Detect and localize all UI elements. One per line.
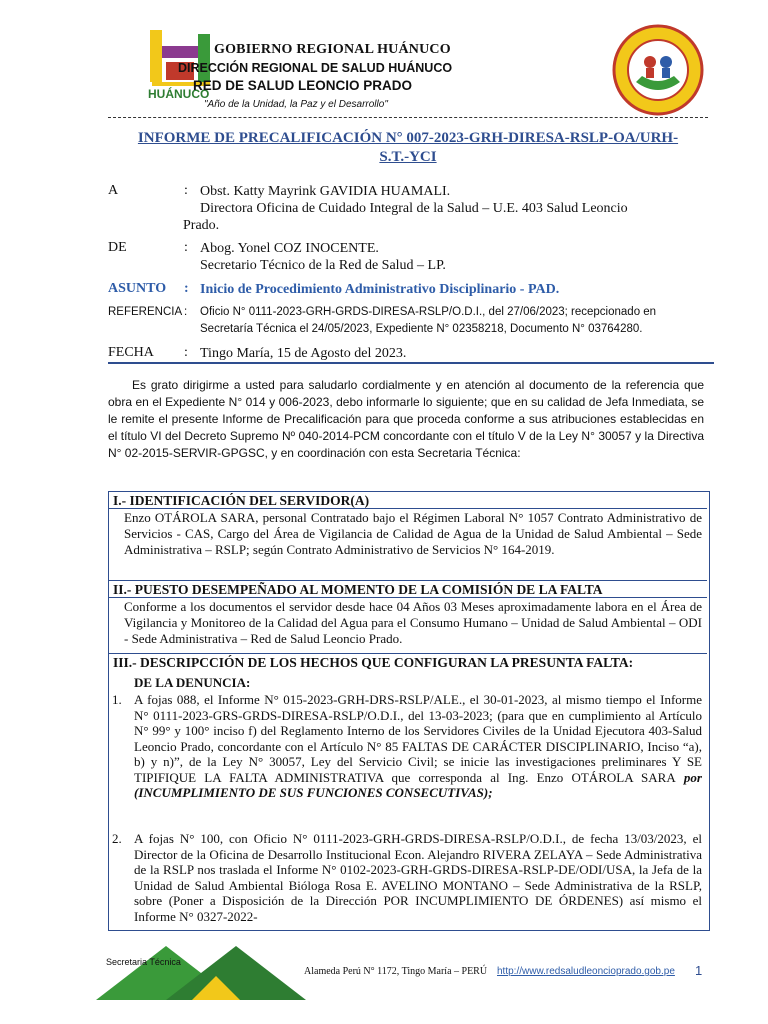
svg-text:HUÁNUCO: HUÁNUCO <box>148 87 210 101</box>
footer-decoration <box>96 940 306 1000</box>
header-government: GOBIERNO REGIONAL HUÁNUCO <box>214 42 451 57</box>
item-emphasis: por (INCUMPLIMIENTO DE SUS FUNCIONES CONSECUTIVAS); <box>134 769 702 800</box>
reference-line-1: Oficio N° 0111-2023-GRH-GRDS-DIRESA-RSLP/O.D.I., del 27/06/2023; recepcionado en <box>200 306 657 318</box>
title-line-2: S.T.-YCI <box>379 149 437 165</box>
to-position: Directora Oficina de Cuidado Integral de la Salud – U.E. 403 Salud Leoncio <box>200 201 628 216</box>
health-network-seal <box>612 24 704 116</box>
footer-address: Alameda Perú N° 1172, Tingo María – PERÚ <box>304 966 488 977</box>
footer-website-link[interactable]: http://www.redsaludleoncioprado.gob.pe <box>497 966 675 977</box>
reference-line-2: Secretaría Técnica el 24/05/2023, Expediente N° 02358218, Documento N° 03764280. <box>200 323 643 335</box>
to-name: Obst. Katty Mayrink GAVIDIA HUAMALI. <box>200 184 451 199</box>
date-value: Tingo María, 15 de Agosto del 2023. <box>200 346 407 361</box>
from-name: Abog. Yonel COZ INOCENTE. <box>200 241 379 256</box>
title-line-1: INFORME DE PRECALIFICACIÓN N° 007-2023-GRH-DIRESA-RSLP-OA/URH- <box>137 130 679 146</box>
item-number: 2. <box>112 831 122 846</box>
list-item <box>134 692 702 801</box>
header-motto: "Año de la Unidad, la Paz y el Desarrollo" <box>204 99 388 110</box>
item-number: 1. <box>112 692 122 707</box>
to-colon: : <box>184 183 188 198</box>
section-1-body: Enzo OTÁROLA SARA, personal Contratado bajo el Régimen Laboral N° 1057 Contrato Administrativo de Servicios - CAS, Cargo del Área de Vigilancia de Calidad de Agua de la Unidad de Salud Ambiental – Sede Administrativa – RSLP; según Contrato Administrativo de Servicios N° 164-2019. <box>124 510 702 557</box>
reference-colon: : <box>184 306 188 318</box>
footer-department: Secretaria Técnica <box>106 957 181 967</box>
to-position-cont: Prado. <box>183 218 220 233</box>
document-title <box>118 129 698 167</box>
header-direction: DIRECCIÓN REGIONAL DE SALUD HUÁNUCO <box>178 61 453 75</box>
page-number: 1 <box>695 963 703 978</box>
section-1-title: I.- IDENTIFICACIÓN DEL SERVIDOR(A) <box>109 492 707 509</box>
date-label: FECHA <box>108 345 154 360</box>
to-label: A <box>108 183 119 198</box>
intro-paragraph: Es grato dirigirme a usted para saludarlo cordialmente y en atención al documento de la referencia que obra en el Expediente N° 014 y 006-2023, debo informarle lo siguiente; que en su calidad de Jefa Inmediata, se le remite el presente Informe de Precalificación para que proceda conforme a sus atribuciones establecidas en el título VI del Decreto Supremo Nº 040-2014-PCM concordante con el título V de la Ley N° 30057 y la Directiva N° 02-2015-SERVIR-GPGSC, y en coordinación con esta Secretaria Técnica: <box>108 378 704 460</box>
subject-colon: : <box>184 281 189 296</box>
section-2-title: II.- PUESTO DESEMPEÑADO AL MOMENTO DE LA COMISIÓN DE LA FALTA <box>109 581 707 598</box>
subject-value: Inicio de Procedimiento Administrativo Disciplinario - PAD. <box>200 282 560 297</box>
from-colon: : <box>184 240 188 255</box>
header-network: RED DE SALUD LEONCIO PRADO <box>193 78 413 93</box>
section-3-title: III.- DESCRIPCCIÓN DE LOS HECHOS QUE CONFIGURAN LA PRESUNTA FALTA: <box>113 655 634 670</box>
header-divider <box>108 117 708 118</box>
date-colon: : <box>184 345 188 360</box>
section-3-subtitle: DE LA DENUNCIA: <box>134 675 251 690</box>
list-item: A fojas N° 100, con Oficio N° 0111-2023-GRH-GRDS-DIRESA-RSLP/O.D.I., de fecha 13/03/2023, el Director de la Oficina de Desarrollo Institucional Econ. Alejandro RIVERA ZELAYA – Sede Administrativa de la RSLP nos traslada el Informe N° 0102-2023-GRH-GRDS-DIRESA-RSLP-DE/ODI/USA, la Jefa de la Unidad de Salud Ambiental Bióloga Rosa E. AVELINO MONTANO – Sede Administrativa de la RSLP, sobre (Poner a Disposición de la Dirección POR INCUMPLIMIENTO DE ÓRDENES) así mismo el Informe N° 0327-2022- <box>134 831 702 924</box>
reference-label: REFERENCIA <box>108 306 183 318</box>
from-position: Secretario Técnico de la Red de Salud – LP. <box>200 258 446 273</box>
memo-divider <box>108 362 714 364</box>
item-text: A fojas 088, el Informe N° 015-2023-GRH-DRS-RSLP/ALE., el 30-01-2023, al mismo tiempo el Informe N° 0111-2023-GRS-GRDS-DIRESA-RSLP/O.D.I., del 13-03-2023; (para que en cumplimiento al Artículo N° 99° y 100° inciso f) del Reglamento Interno de los Servidores Civiles de la Unidad Ejecutora 403-Salud Leoncio Prado, concordante con el Artículo N° 85 FALTAS DE CARÁCTER DISCIPLINARIO, Inciso “a), b) y n)”, de la Ley N° 30057, Ley del Servicio Civil; se inicie las investigaciones preliminares Y SE TIPIFIQUE LA FALTA ADMINISTRATIVA que corresponda al Ing. Enzo OTÁROLA SARA <box>134 692 702 785</box>
section-2-body: Conforme a los documentos el servidor desde hace 04 Años 03 Meses aproximadamente labora en el Área de Vigilancia y Monitoreo de la Calidad del Agua para el Consumo Humano – Unidad de Salud Ambiental – ODI - Sede Administrativa – Red de Salud Leoncio Prado. <box>124 599 702 646</box>
subject-label: ASUNTO <box>108 281 167 296</box>
from-label: DE <box>108 240 127 255</box>
